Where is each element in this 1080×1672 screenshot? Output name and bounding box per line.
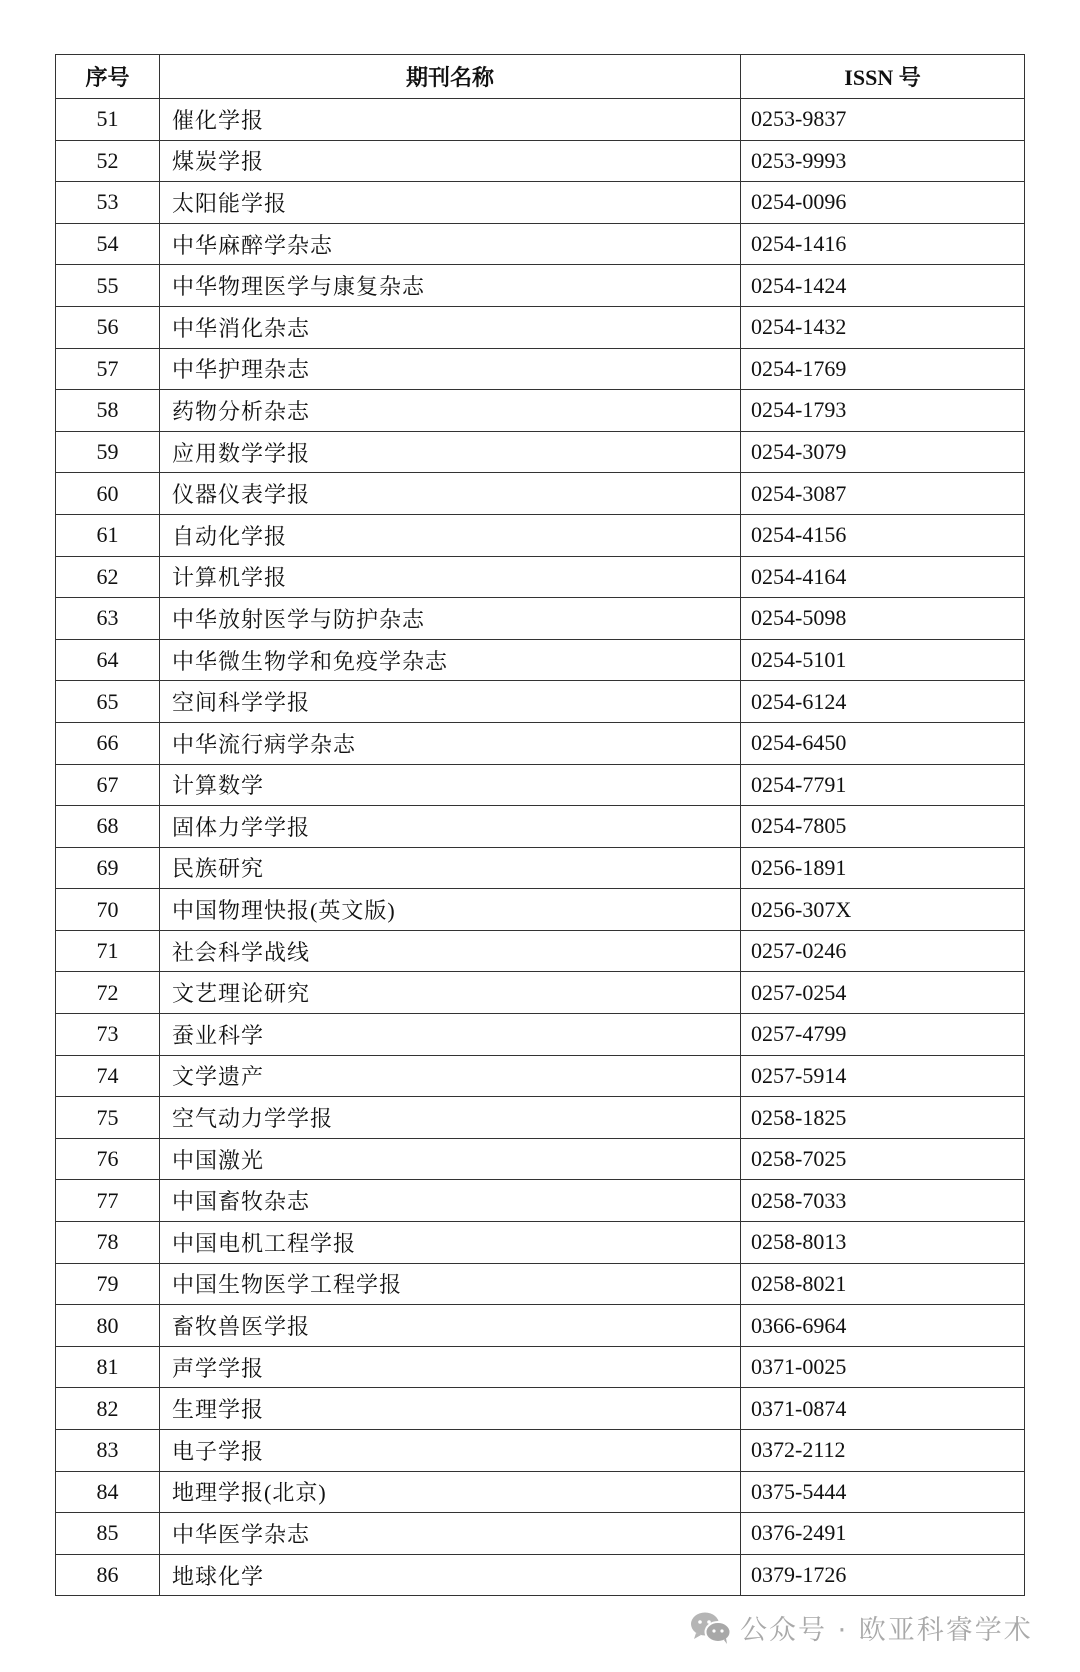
journal-name: 中国物理快报(英文版) bbox=[160, 889, 741, 931]
watermark bbox=[690, 1608, 1033, 1647]
journal-name: 空气动力学学报 bbox=[160, 1097, 741, 1139]
journal-name: 中华护理杂志 bbox=[160, 348, 741, 390]
table-row bbox=[56, 1554, 1025, 1596]
table-row bbox=[56, 1305, 1025, 1347]
journal-name: 民族研究 bbox=[160, 847, 741, 889]
issn-value: 0254-0096 bbox=[741, 182, 1025, 224]
journal-name: 电子学报 bbox=[160, 1430, 741, 1472]
row-number: 72 bbox=[56, 972, 160, 1014]
row-number: 77 bbox=[56, 1180, 160, 1222]
table-row bbox=[56, 348, 1025, 390]
issn-value: 0257-0254 bbox=[741, 972, 1025, 1014]
table-row bbox=[56, 1346, 1025, 1388]
row-number: 71 bbox=[56, 930, 160, 972]
table-row bbox=[56, 1471, 1025, 1513]
journal-name: 空间科学学报 bbox=[160, 681, 741, 723]
journal-name: 催化学报 bbox=[160, 99, 741, 141]
row-number: 59 bbox=[56, 431, 160, 473]
row-number: 55 bbox=[56, 265, 160, 307]
journal-name: 中华微生物学和免疫学杂志 bbox=[160, 639, 741, 681]
table-row bbox=[56, 1097, 1025, 1139]
table-row bbox=[56, 514, 1025, 556]
issn-value: 0375-5444 bbox=[741, 1471, 1025, 1513]
table-row bbox=[56, 265, 1025, 307]
row-number: 64 bbox=[56, 639, 160, 681]
issn-value: 0254-7791 bbox=[741, 764, 1025, 806]
journal-name: 中华消化杂志 bbox=[160, 306, 741, 348]
journal-name: 计算数学 bbox=[160, 764, 741, 806]
table-row bbox=[56, 431, 1025, 473]
header-name: 期刊名称 bbox=[160, 55, 741, 99]
journal-name: 中华医学杂志 bbox=[160, 1513, 741, 1555]
row-number: 85 bbox=[56, 1513, 160, 1555]
row-number: 79 bbox=[56, 1263, 160, 1305]
row-number: 78 bbox=[56, 1222, 160, 1264]
table-row bbox=[56, 1055, 1025, 1097]
wechat-icon bbox=[690, 1611, 732, 1645]
table-row bbox=[56, 806, 1025, 848]
header-row bbox=[56, 55, 1025, 99]
row-number: 80 bbox=[56, 1305, 160, 1347]
journal-name: 中国生物医学工程学报 bbox=[160, 1263, 741, 1305]
issn-value: 0371-0874 bbox=[741, 1388, 1025, 1430]
table-row bbox=[56, 556, 1025, 598]
journal-name: 地球化学 bbox=[160, 1554, 741, 1596]
journal-name: 煤炭学报 bbox=[160, 140, 741, 182]
journal-name: 畜牧兽医学报 bbox=[160, 1305, 741, 1347]
journal-name: 仪器仪表学报 bbox=[160, 473, 741, 515]
table-row bbox=[56, 1513, 1025, 1555]
journal-name: 计算机学报 bbox=[160, 556, 741, 598]
row-number: 73 bbox=[56, 1014, 160, 1056]
journal-name: 社会科学战线 bbox=[160, 930, 741, 972]
journal-name: 文艺理论研究 bbox=[160, 972, 741, 1014]
journal-name: 自动化学报 bbox=[160, 514, 741, 556]
journal-name: 中华放射医学与防护杂志 bbox=[160, 598, 741, 640]
issn-value: 0254-5101 bbox=[741, 639, 1025, 681]
row-number: 76 bbox=[56, 1138, 160, 1180]
row-number: 83 bbox=[56, 1430, 160, 1472]
row-number: 51 bbox=[56, 99, 160, 141]
table-row bbox=[56, 306, 1025, 348]
journal-name: 应用数学学报 bbox=[160, 431, 741, 473]
table-row bbox=[56, 99, 1025, 141]
row-number: 82 bbox=[56, 1388, 160, 1430]
issn-value: 0254-3079 bbox=[741, 431, 1025, 473]
issn-value: 0254-6450 bbox=[741, 722, 1025, 764]
journal-name: 中国激光 bbox=[160, 1138, 741, 1180]
row-number: 70 bbox=[56, 889, 160, 931]
table-row bbox=[56, 1222, 1025, 1264]
issn-value: 0256-1891 bbox=[741, 847, 1025, 889]
journal-table bbox=[55, 54, 1025, 1596]
row-number: 60 bbox=[56, 473, 160, 515]
issn-value: 0254-4156 bbox=[741, 514, 1025, 556]
table-row bbox=[56, 1430, 1025, 1472]
row-number: 68 bbox=[56, 806, 160, 848]
issn-value: 0256-307X bbox=[741, 889, 1025, 931]
issn-value: 0258-7033 bbox=[741, 1180, 1025, 1222]
table-row bbox=[56, 1138, 1025, 1180]
issn-value: 0254-5098 bbox=[741, 598, 1025, 640]
issn-value: 0254-1769 bbox=[741, 348, 1025, 390]
table-row bbox=[56, 223, 1025, 265]
journal-name: 中国电机工程学报 bbox=[160, 1222, 741, 1264]
issn-value: 0254-1432 bbox=[741, 306, 1025, 348]
journal-name: 蚕业科学 bbox=[160, 1014, 741, 1056]
journal-name: 地理学报(北京) bbox=[160, 1471, 741, 1513]
table-row bbox=[56, 639, 1025, 681]
issn-value: 0258-1825 bbox=[741, 1097, 1025, 1139]
row-number: 75 bbox=[56, 1097, 160, 1139]
row-number: 63 bbox=[56, 598, 160, 640]
row-number: 86 bbox=[56, 1554, 160, 1596]
issn-value: 0379-1726 bbox=[741, 1554, 1025, 1596]
journal-name: 中国畜牧杂志 bbox=[160, 1180, 741, 1222]
table-row bbox=[56, 140, 1025, 182]
issn-value: 0257-5914 bbox=[741, 1055, 1025, 1097]
journal-name: 声学学报 bbox=[160, 1346, 741, 1388]
header-no: 序号 bbox=[56, 55, 160, 99]
issn-value: 0254-7805 bbox=[741, 806, 1025, 848]
issn-value: 0372-2112 bbox=[741, 1430, 1025, 1472]
issn-value: 0254-1793 bbox=[741, 390, 1025, 432]
issn-value: 0254-6124 bbox=[741, 681, 1025, 723]
table-row bbox=[56, 1014, 1025, 1056]
table-row bbox=[56, 390, 1025, 432]
journal-name: 文学遗产 bbox=[160, 1055, 741, 1097]
journal-name: 中华麻醉学杂志 bbox=[160, 223, 741, 265]
journal-name: 中华流行病学杂志 bbox=[160, 722, 741, 764]
table-row bbox=[56, 182, 1025, 224]
issn-value: 0257-4799 bbox=[741, 1014, 1025, 1056]
table-row bbox=[56, 1388, 1025, 1430]
row-number: 74 bbox=[56, 1055, 160, 1097]
header-issn: ISSN 号 bbox=[741, 55, 1025, 99]
table-row bbox=[56, 972, 1025, 1014]
table-row bbox=[56, 889, 1025, 931]
table-row bbox=[56, 681, 1025, 723]
row-number: 56 bbox=[56, 306, 160, 348]
issn-value: 0253-9993 bbox=[741, 140, 1025, 182]
row-number: 69 bbox=[56, 847, 160, 889]
issn-value: 0258-7025 bbox=[741, 1138, 1025, 1180]
table-row bbox=[56, 847, 1025, 889]
issn-value: 0258-8021 bbox=[741, 1263, 1025, 1305]
journal-name: 药物分析杂志 bbox=[160, 390, 741, 432]
issn-value: 0371-0025 bbox=[741, 1346, 1025, 1388]
table-row bbox=[56, 930, 1025, 972]
table-row bbox=[56, 764, 1025, 806]
journal-name: 生理学报 bbox=[160, 1388, 741, 1430]
table-row bbox=[56, 1180, 1025, 1222]
row-number: 62 bbox=[56, 556, 160, 598]
issn-value: 0253-9837 bbox=[741, 99, 1025, 141]
table-row bbox=[56, 473, 1025, 515]
row-number: 53 bbox=[56, 182, 160, 224]
row-number: 58 bbox=[56, 390, 160, 432]
journal-name: 中华物理医学与康复杂志 bbox=[160, 265, 741, 307]
issn-value: 0254-4164 bbox=[741, 556, 1025, 598]
table-row bbox=[56, 598, 1025, 640]
row-number: 61 bbox=[56, 514, 160, 556]
row-number: 54 bbox=[56, 223, 160, 265]
issn-value: 0254-1416 bbox=[741, 223, 1025, 265]
row-number: 65 bbox=[56, 681, 160, 723]
watermark-text: 公众号 · 欧亚科睿学术 bbox=[740, 1615, 1033, 1646]
issn-value: 0254-1424 bbox=[741, 265, 1025, 307]
table-row bbox=[56, 722, 1025, 764]
row-number: 66 bbox=[56, 722, 160, 764]
row-number: 84 bbox=[56, 1471, 160, 1513]
issn-value: 0258-8013 bbox=[741, 1222, 1025, 1264]
journal-name: 固体力学学报 bbox=[160, 806, 741, 848]
row-number: 52 bbox=[56, 140, 160, 182]
table-row bbox=[56, 1263, 1025, 1305]
row-number: 57 bbox=[56, 348, 160, 390]
issn-value: 0254-3087 bbox=[741, 473, 1025, 515]
row-number: 81 bbox=[56, 1346, 160, 1388]
row-number: 67 bbox=[56, 764, 160, 806]
issn-value: 0376-2491 bbox=[741, 1513, 1025, 1555]
issn-value: 0366-6964 bbox=[741, 1305, 1025, 1347]
issn-value: 0257-0246 bbox=[741, 930, 1025, 972]
journal-name: 太阳能学报 bbox=[160, 182, 741, 224]
